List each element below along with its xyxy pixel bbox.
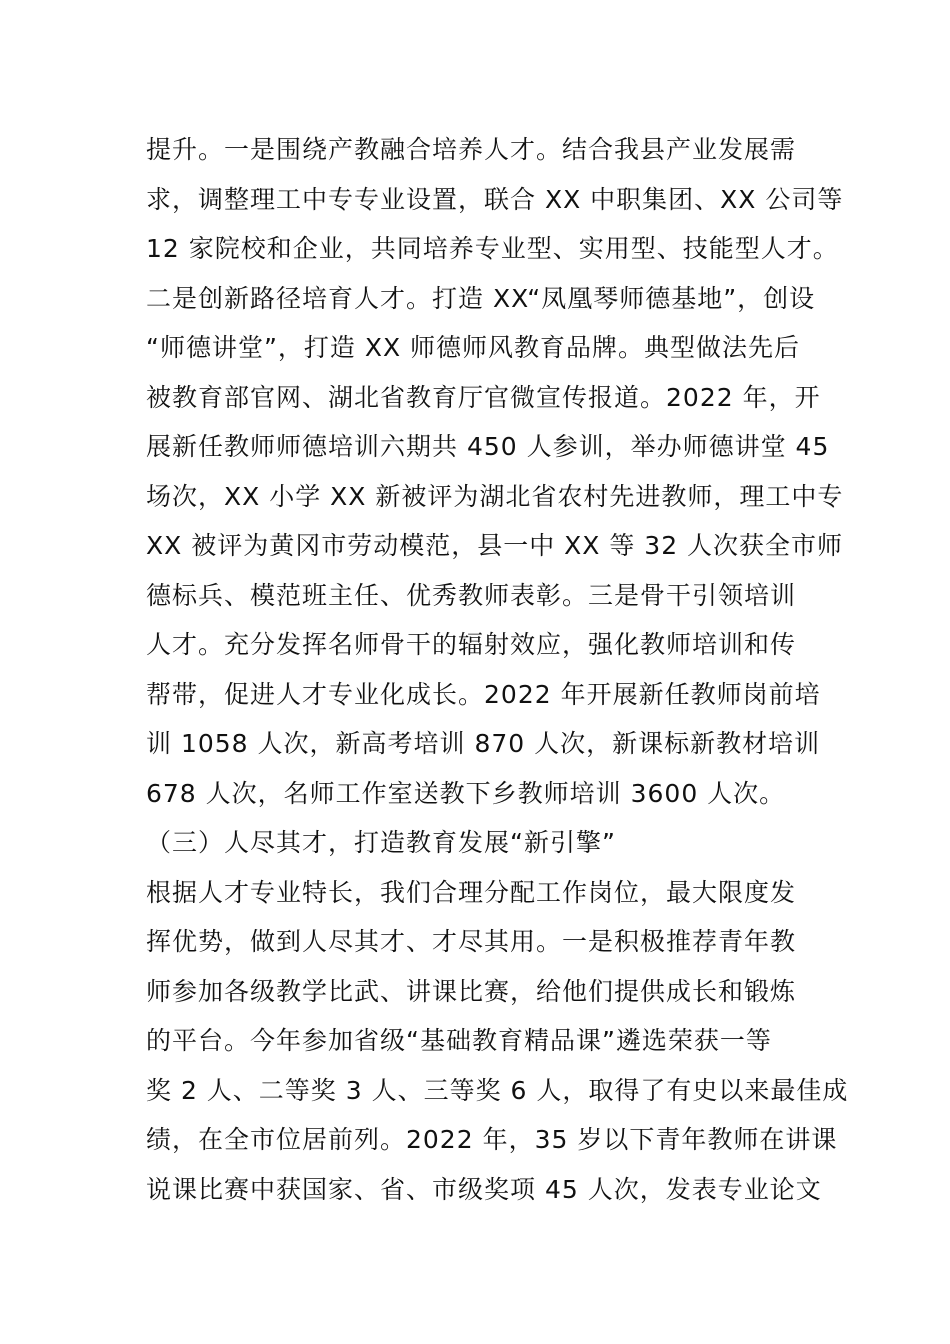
text-line: 12 家院校和企业，共同培养专业型、实用型、技能型人才。 [146,234,839,263]
text-line: 根据人才专业特长，我们合理分配工作岗位，最大限度发 [146,877,797,907]
text-line: XX 被评为黄冈市劳动模范，县一中 XX 等 32 人次获全市师 [146,531,844,560]
section-heading: （三）人尽其才，打造教育发展“新引擎” [146,828,616,857]
document-body [146,125,849,1214]
text-line: 求，调整理工中专专业设置，联合 XX 中职集团、XX 公司等 [146,184,844,214]
text-line: 帮带，促进人才专业化成长。2022 年开展新任教师岗前培 [146,679,821,709]
text-line: 师参加各级教学比武、讲课比赛，给他们提供成长和锻炼 [146,976,797,1006]
text-line: 展新任教师师德培训六期共 450 人参训，举办师德讲堂 45 [146,432,830,461]
text-line: 奖 2 人、二等奖 3 人、三等奖 6 人，取得了有史以来最佳成 [146,1075,849,1105]
text-line: 二是创新路径培育人才。打造 XX“凤凰琴师德基地”，创设 [146,283,816,313]
text-line: 绩，在全市位居前列。2022 年，35 岁以下青年教师在讲课 [146,1125,838,1154]
text-line: 场次，XX 小学 XX 新被评为湖北省农村先进教师，理工中专 [146,481,844,511]
text-line: 的平台。今年参加省级“基础教育精品课”遴选荣获一等 [146,1026,772,1055]
text-line: 人才。充分发挥名师骨干的辐射效应，强化教师培训和传 [146,630,797,659]
text-line: 提升。一是围绕产教融合培养人才。结合我县产业发展需 [146,135,797,164]
text-line: 挥优势，做到人尽其才、才尽其用。一是积极推荐青年教 [146,927,797,956]
text-line: “师德讲堂”，打造 XX 师德师风教育品牌。典型做法先后 [146,333,801,362]
text-line: 被教育部官网、湖北省教育厅官微宣传报道。2022 年，开 [146,382,821,412]
text-line: 德标兵、模范班主任、优秀教师表彰。三是骨干引领培训 [146,580,797,610]
text-line: 训 1058 人次，新高考培训 870 人次，新课标新教材培训 [146,729,821,758]
text-line: 说课比赛中获国家、省、市级奖项 45 人次，发表专业论文 [146,1174,822,1204]
text-line: 678 人次，名师工作室送教下乡教师培训 3600 人次。 [146,778,786,808]
